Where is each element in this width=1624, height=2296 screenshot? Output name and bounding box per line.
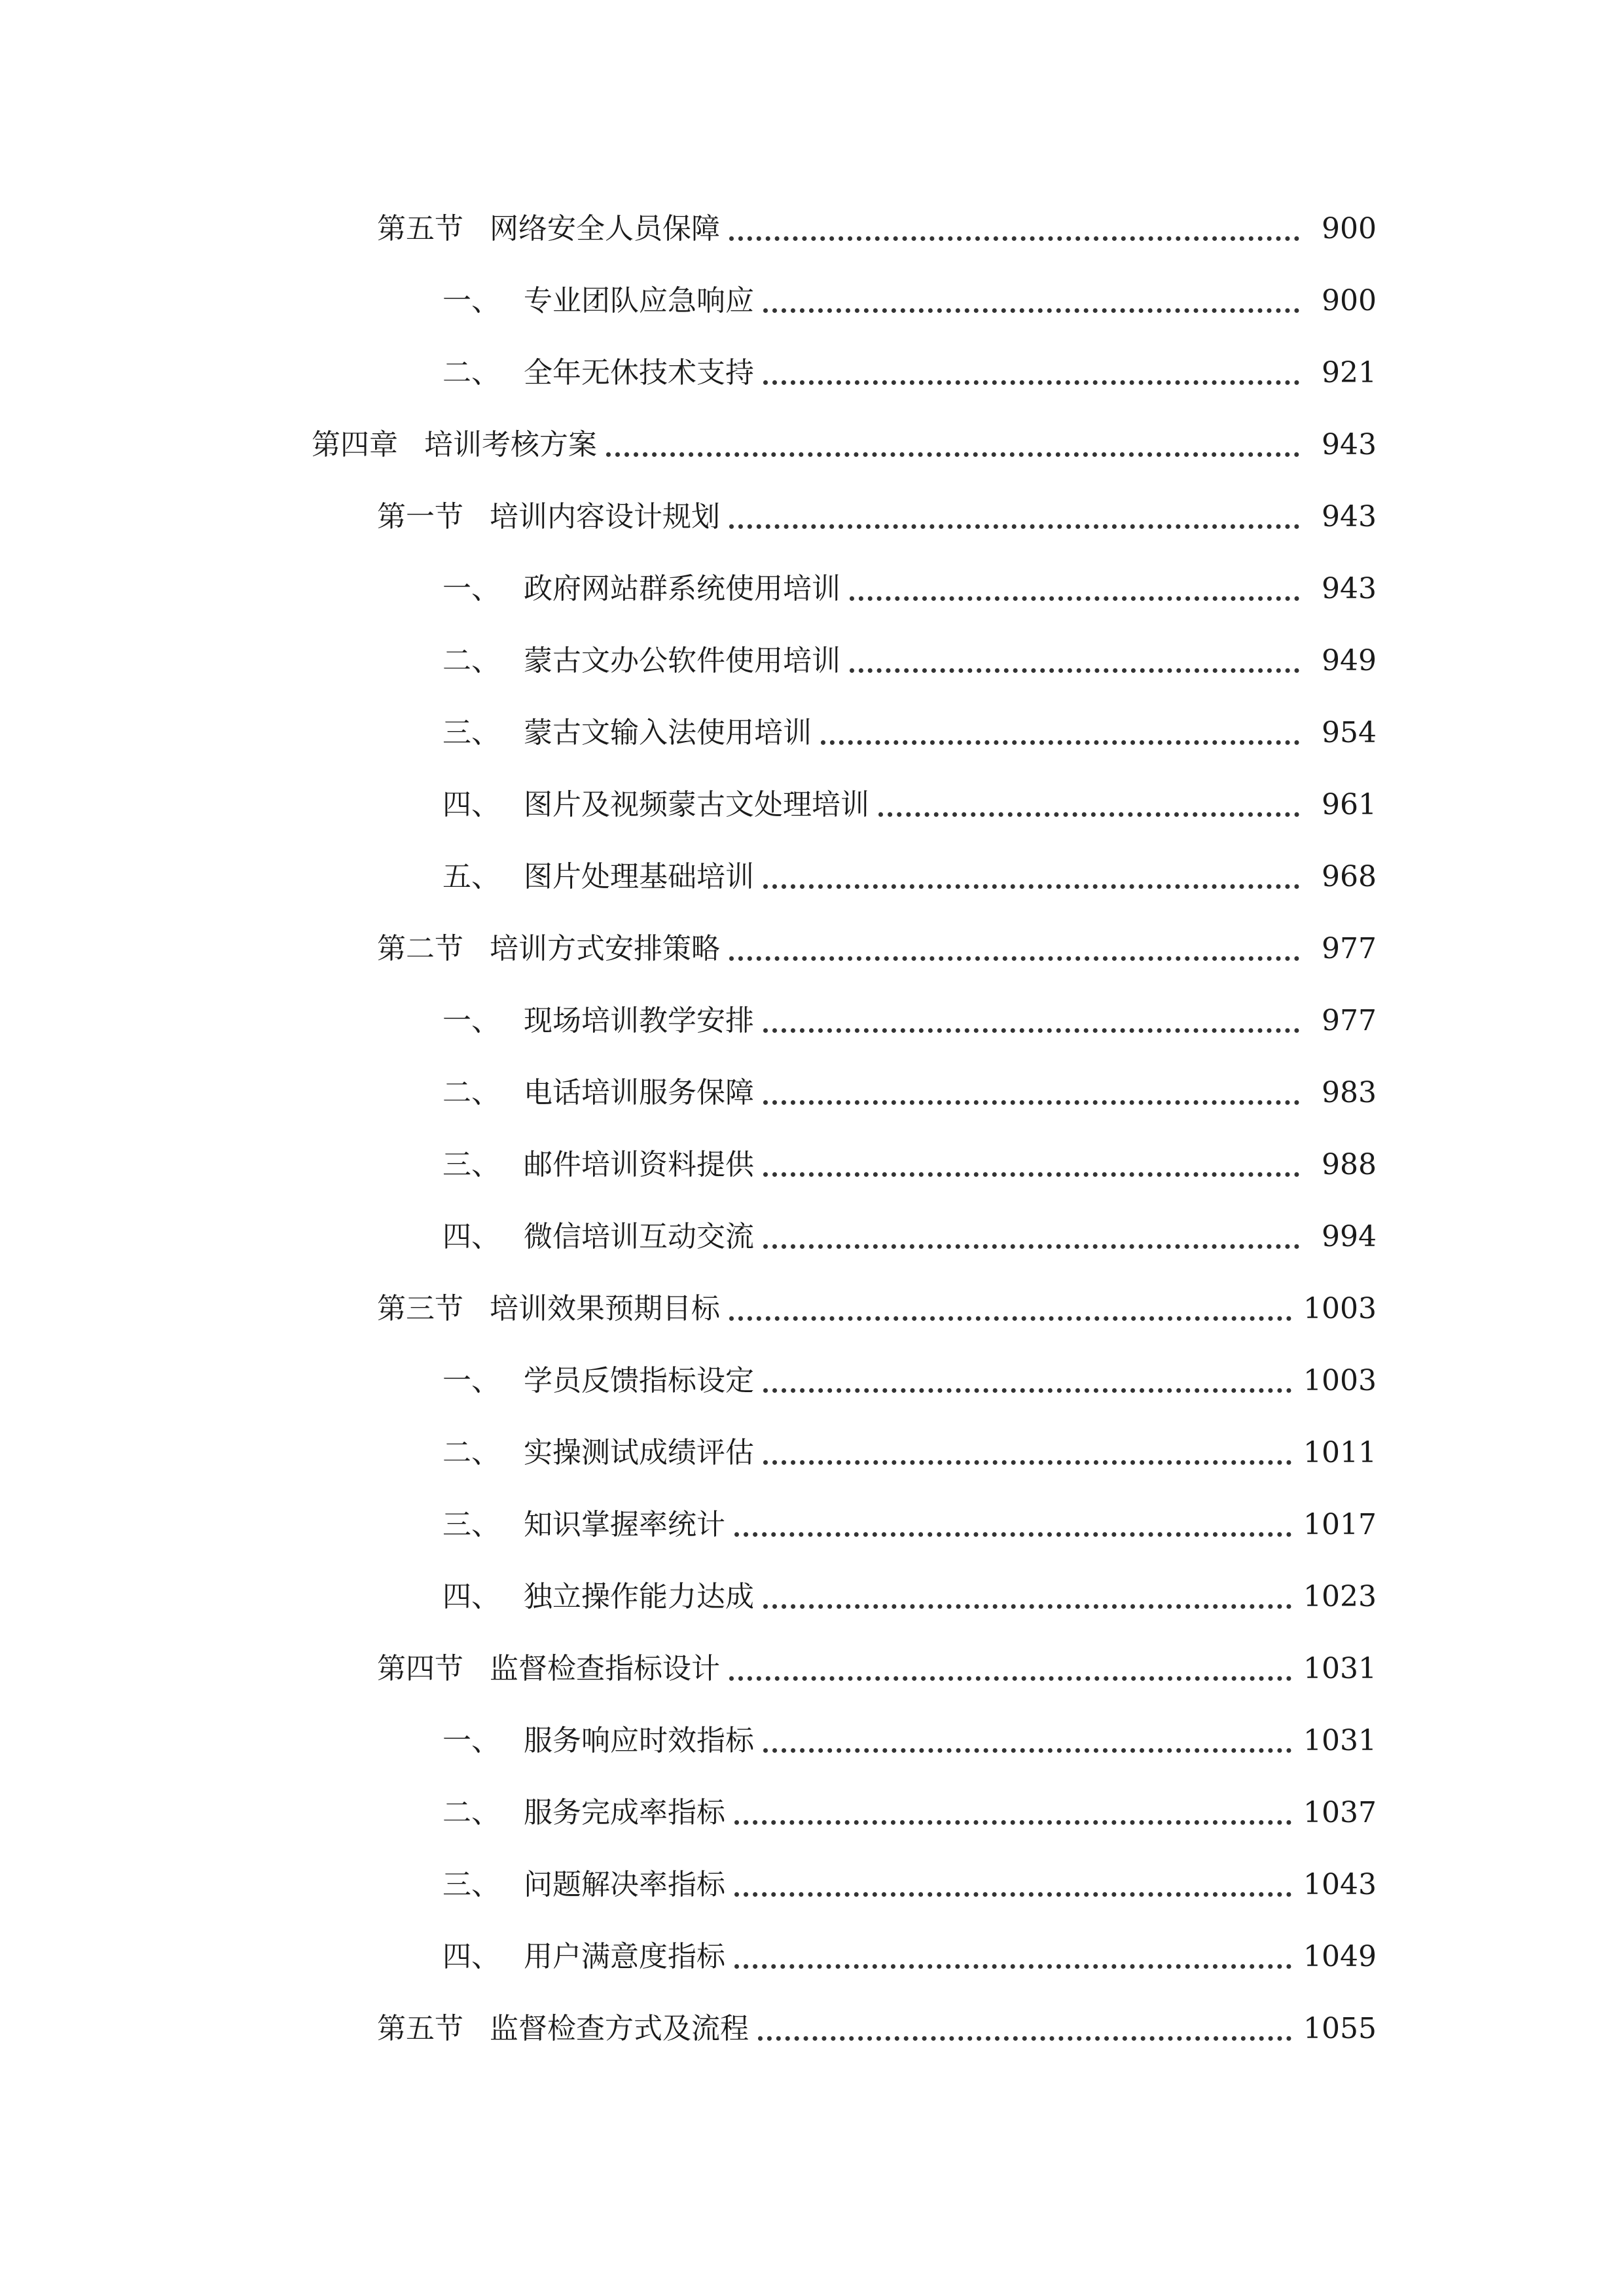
toc-entry-title: 政府网站群系统使用培训	[524, 572, 840, 605]
toc-entry-page: 1043	[1303, 1868, 1377, 1901]
toc-entry-number: 第一节	[377, 500, 463, 533]
dot-leader	[763, 1172, 1299, 1177]
toc-entry-page: 900	[1322, 212, 1377, 245]
toc-entry-page: 943	[1322, 572, 1377, 605]
toc-entry-number: 一、	[442, 1724, 500, 1757]
toc-entry-number: 四、	[442, 1580, 500, 1613]
toc-entry-page: 1023	[1303, 1580, 1377, 1613]
toc-entry[interactable]	[442, 1499, 1377, 1551]
toc-entry-title: 专业团队应急响应	[524, 284, 754, 317]
toc-entry-page: 961	[1322, 788, 1377, 821]
dot-leader	[763, 1460, 1291, 1465]
dot-leader	[763, 1100, 1299, 1105]
toc-entry[interactable]	[442, 1139, 1377, 1191]
toc-entry-number: 第二节	[377, 932, 463, 965]
toc-entry-page: 977	[1322, 932, 1377, 965]
toc-entry-title: 服务完成率指标	[524, 1796, 725, 1829]
toc-entry-number: 四、	[442, 788, 500, 821]
toc-entry-title: 培训方式安排策略	[490, 932, 720, 965]
toc-entry-page: 943	[1322, 500, 1377, 533]
dot-leader	[729, 956, 1299, 961]
toc-entry-number: 第五节	[377, 212, 463, 245]
toc-entry-number: 四、	[442, 1940, 500, 1973]
toc-entry-page: 968	[1322, 860, 1377, 893]
toc-entry-page: 994	[1322, 1220, 1377, 1253]
toc-entry[interactable]	[442, 707, 1377, 759]
dot-leader	[729, 1676, 1291, 1681]
toc-entry[interactable]	[442, 275, 1377, 327]
toc-entry[interactable]	[377, 1643, 1377, 1695]
toc-entry-page: 1017	[1303, 1508, 1377, 1541]
toc-entry-number: 三、	[442, 716, 500, 749]
toc-entry[interactable]	[442, 563, 1377, 615]
dot-leader	[734, 1820, 1291, 1825]
toc-entry[interactable]	[312, 419, 1377, 471]
toc-entry-page: 1055	[1303, 2012, 1377, 2045]
toc-entry-title: 知识掌握率统计	[524, 1508, 725, 1541]
dot-leader	[763, 1028, 1299, 1033]
toc-entry-page: 1037	[1303, 1796, 1377, 1829]
dot-leader	[606, 452, 1299, 457]
toc-entry-number: 二、	[442, 1436, 500, 1469]
toc-entry-title: 微信培训互动交流	[524, 1220, 754, 1253]
toc-entry[interactable]	[442, 635, 1377, 687]
toc-entry-number: 第三节	[377, 1292, 463, 1325]
toc-entry-title: 全年无休技术支持	[524, 356, 754, 389]
toc-entry-page: 1031	[1303, 1724, 1377, 1757]
toc-entry-page: 1049	[1303, 1940, 1377, 1973]
toc-entry-title: 现场培训教学安排	[524, 1004, 754, 1037]
toc-entry-number: 三、	[442, 1868, 500, 1901]
toc-entry-page: 1011	[1303, 1436, 1377, 1469]
toc-entry[interactable]	[377, 203, 1377, 255]
dot-leader	[878, 812, 1299, 817]
toc-entry-number: 第五节	[377, 2012, 463, 2045]
toc-entry-number: 二、	[442, 1796, 500, 1829]
toc-entry-title: 邮件培训资料提供	[524, 1148, 754, 1181]
toc-entry-page: 943	[1322, 428, 1377, 461]
dot-leader	[763, 308, 1299, 313]
toc-entry[interactable]	[442, 1427, 1377, 1479]
toc-entry-title: 蒙古文输入法使用培训	[524, 716, 812, 749]
toc-entry[interactable]	[442, 1355, 1377, 1407]
toc-entry-title: 图片处理基础培训	[524, 860, 754, 893]
dot-leader	[763, 380, 1299, 385]
dot-leader	[850, 596, 1299, 601]
toc-entry-number: 一、	[442, 572, 500, 605]
dot-leader	[729, 236, 1299, 241]
toc-entry-title: 用户满意度指标	[524, 1940, 725, 1973]
toc-entry-number: 五、	[442, 860, 500, 893]
dot-leader	[734, 1964, 1291, 1969]
toc-entry-number: 三、	[442, 1148, 500, 1181]
dot-leader	[763, 884, 1299, 889]
toc-entry-title: 监督检查方式及流程	[490, 2012, 749, 2045]
toc-entry-number: 一、	[442, 284, 500, 317]
toc-entry[interactable]	[442, 1931, 1377, 1983]
dot-leader	[850, 668, 1299, 673]
toc-entry-page: 988	[1322, 1148, 1377, 1181]
toc-entry[interactable]	[377, 1283, 1377, 1335]
toc-entry[interactable]	[442, 995, 1377, 1047]
toc-entry-title: 电话培训服务保障	[524, 1076, 754, 1109]
toc-entry-title: 独立操作能力达成	[524, 1580, 754, 1613]
toc-entry[interactable]	[442, 1211, 1377, 1263]
toc-entry-number: 一、	[442, 1004, 500, 1037]
toc-entry-title: 网络安全人员保障	[490, 212, 720, 245]
dot-leader	[734, 1892, 1291, 1897]
dot-leader	[729, 1316, 1291, 1321]
toc-entry-page: 1003	[1303, 1292, 1377, 1325]
toc-entry-title: 监督检查指标设计	[490, 1652, 720, 1685]
toc-entry[interactable]	[377, 2003, 1377, 2055]
toc-entry[interactable]	[442, 851, 1377, 903]
toc-entry-title: 问题解决率指标	[524, 1868, 725, 1901]
toc-entry[interactable]	[377, 923, 1377, 975]
toc-entry[interactable]	[442, 347, 1377, 399]
toc-entry-title: 培训考核方案	[424, 428, 597, 461]
toc-entry-title: 图片及视频蒙古文处理培训	[524, 788, 869, 821]
toc-entry-title: 实操测试成绩评估	[524, 1436, 754, 1469]
toc-entry-number: 第四节	[377, 1652, 463, 1685]
dot-leader	[821, 740, 1299, 745]
dot-leader	[763, 1244, 1299, 1249]
dot-leader	[758, 2036, 1291, 2041]
toc-entry-page: 949	[1322, 644, 1377, 677]
toc-entry[interactable]	[442, 1067, 1377, 1119]
toc-entry[interactable]	[442, 1859, 1377, 1911]
toc-entry-title: 培训内容设计规划	[490, 500, 720, 533]
toc-entry-number: 二、	[442, 644, 500, 677]
toc-entry-number: 三、	[442, 1508, 500, 1541]
dot-leader	[729, 524, 1299, 529]
toc-entry-number: 二、	[442, 356, 500, 389]
toc-entry-page: 977	[1322, 1004, 1377, 1037]
toc-entry-page: 954	[1322, 716, 1377, 749]
toc-entry[interactable]	[442, 1787, 1377, 1839]
dot-leader	[734, 1532, 1291, 1537]
toc-entry-page: 921	[1322, 356, 1377, 389]
toc-entry[interactable]	[377, 491, 1377, 543]
toc-entry-page: 983	[1322, 1076, 1377, 1109]
toc-entry-page: 900	[1322, 284, 1377, 317]
toc-entry-number: 四、	[442, 1220, 500, 1253]
toc-entry-title: 蒙古文办公软件使用培训	[524, 644, 840, 677]
toc-entry-number: 第四章	[312, 428, 398, 461]
toc-entry-title: 培训效果预期目标	[490, 1292, 720, 1325]
dot-leader	[763, 1748, 1291, 1753]
toc-entry-title: 服务响应时效指标	[524, 1724, 754, 1757]
toc-entry-number: 一、	[442, 1364, 500, 1397]
toc-entry-page: 1031	[1303, 1652, 1377, 1685]
toc-entry-title: 学员反馈指标设定	[524, 1364, 754, 1397]
dot-leader	[763, 1388, 1291, 1393]
dot-leader	[763, 1604, 1291, 1609]
toc-entry[interactable]	[442, 779, 1377, 831]
toc-entry[interactable]	[442, 1571, 1377, 1623]
toc-entry-number: 二、	[442, 1076, 500, 1109]
toc-entry[interactable]	[442, 1715, 1377, 1767]
toc-entry-page: 1003	[1303, 1364, 1377, 1397]
